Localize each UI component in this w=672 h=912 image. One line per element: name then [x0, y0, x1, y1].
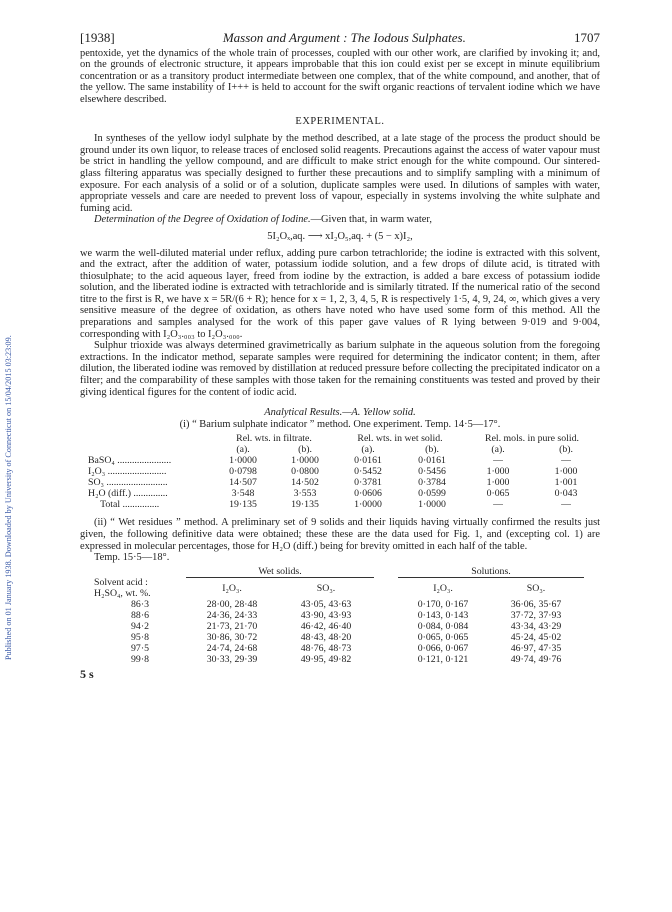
row-label: H₂O (diff.) ..............: [88, 488, 168, 500]
table-cell: 88·6: [131, 610, 149, 622]
table-cell: 49·95, 49·82: [300, 654, 352, 666]
table-cell: 97·5: [131, 643, 149, 655]
table-cell: 0·170, 0·167: [417, 599, 469, 611]
method-i-heading: (i) “ Barium sulphate indicator ” method. One experiment. Temp. 14·5—17°.: [179, 418, 501, 430]
header-year: [1938]: [80, 30, 115, 45]
table-cell: 21·73, 21·70: [206, 621, 258, 633]
publication-notice: Published on 01 January 1938. Downloaded by University of Connecticut on 15/04/2015 03:23:09.: [4, 335, 13, 660]
results-heading: Analytical Results.—A. Yellow solid.: [264, 407, 416, 419]
table-cell: —: [561, 455, 571, 467]
table-cell: 1·000: [554, 466, 578, 478]
table-cell: 14·507: [229, 477, 257, 489]
page-number: 1707: [573, 30, 600, 45]
table-row: [94, 621, 584, 632]
table1-sub-header-row: [88, 444, 600, 455]
solvent-unit-label: H₂SO₄, wt. %.: [94, 588, 151, 600]
table2-subheader: I₂O₃.: [433, 583, 453, 595]
table-cell: 0·143, 0·143: [417, 610, 469, 622]
signature-mark: 5 s: [80, 667, 94, 682]
row-label: BaSO₄ ......................: [88, 455, 172, 467]
table-cell: 19·135: [229, 499, 257, 511]
table-cell: 49·74, 49·76: [510, 654, 562, 666]
table-cell: 0·043: [554, 488, 578, 500]
paragraph-wet-residues: (ii) “ Wet residues ” method. A preliminary set of 9 solids and their liquids having virtually confirmed the results just given, the following definitive data were obtained; these these are the data used for Fig. 1, and (excepting col. 1) are expressed in molecular percentages, those for H₂O (diff.) being for brevity omitted in each half of the table.: [80, 517, 600, 552]
table-row: [88, 499, 600, 510]
table-cell: 45·24, 45·02: [510, 632, 562, 644]
table-cell: —: [493, 499, 503, 511]
temperature-note: Temp. 15·5—18°.: [94, 552, 170, 564]
table1-subheader: (a).: [361, 444, 375, 456]
table-cell: 14·502: [291, 477, 319, 489]
table-row: [94, 643, 584, 654]
table-cell: 3·548: [231, 488, 255, 500]
table-barium-indicator: [88, 433, 600, 510]
header-title: Masson and Argument : The Iodous Sulphates.: [222, 30, 466, 45]
table-cell: 46·97, 47·35: [510, 643, 562, 655]
row-label: I₂O₃ ........................: [88, 466, 167, 478]
table-cell: 36·06, 35·67: [510, 599, 562, 611]
table-cell: 46·42, 46·40: [300, 621, 352, 633]
table-cell: 30·33, 29·39: [206, 654, 258, 666]
table2-group-header-row: [94, 566, 584, 578]
table-cell: 0·121, 0·121: [417, 654, 469, 666]
determination-heading: Determination of the Degree of Oxidation of Iodine.: [94, 214, 311, 226]
table-cell: 1·0000: [354, 499, 382, 511]
determination-paragraph: [80, 214, 600, 226]
table-cell: 30·86, 30·72: [206, 632, 258, 644]
row-label: Total ...............: [88, 499, 160, 511]
table-cell: 43·05, 43·63: [300, 599, 352, 611]
table-cell: 3·553: [293, 488, 317, 500]
table-cell: 19·135: [291, 499, 319, 511]
table-cell: 99·8: [131, 654, 149, 666]
table-cell: 1·0000: [291, 455, 319, 467]
table-cell: —: [493, 455, 503, 467]
table1-group-filtrate: Rel. wts. in filtrate.: [236, 433, 312, 445]
running-header: [80, 32, 600, 44]
table-cell: —: [561, 499, 571, 511]
table1-group-wet-solid: Rel. wts. in wet solid.: [357, 433, 443, 445]
table-cell: 0·3784: [418, 477, 446, 489]
table-cell: 0·084, 0·084: [417, 621, 469, 633]
table-cell: 1·000: [486, 477, 510, 489]
paragraph-synthesis: In syntheses of the yellow iodyl sulphate by the method described, at a late stage of the process the product should be ground under its own liquor, to release traces of enclosed solid reagents. Precautions against the access of water vapour must be strict in handling the yellow compound, and are difficult to make strict enough for the white compound. Our sintered-glass filtering apparatus was specially designed to further these precautions and to simplify sampling with a minimum of exposure. For each analysis of a solid or of a solution, duplicate samples were used. In dilutions of samples with water, appropriate vessels and care are needed to prevent loss of vapour, especially in systems involving the white sulphate and fuming acid.: [80, 133, 600, 214]
table-row: [94, 654, 584, 665]
page: [80, 32, 600, 681]
table2-subheader: I₂O₃.: [222, 583, 242, 595]
oxidation-equation: 5I₂Oₓ,aq. ⟶ xI₂O₅,aq. + (5 − x)I₂,: [267, 230, 413, 242]
table2-sub-header-row: [94, 577, 584, 599]
download-sidebar: [2, 140, 18, 660]
table-cell: 0·065: [486, 488, 510, 500]
table1-subheader: (a).: [491, 444, 505, 456]
table-cell: 43·90, 43·93: [300, 610, 352, 622]
table2-subheader: SO₃.: [526, 583, 546, 595]
table-cell: 0·0599: [418, 488, 446, 500]
table-cell: 24·74, 24·68: [206, 643, 258, 655]
table-cell: 0·3781: [354, 477, 382, 489]
table-row: [94, 610, 584, 621]
table2-group-wet-solids: Wet solids.: [186, 566, 374, 578]
table-cell: 1·0000: [418, 499, 446, 511]
table1-subheader: (b).: [298, 444, 312, 456]
table2-subheader: SO₃.: [316, 583, 336, 595]
solvent-label: Solvent acid :: [94, 577, 148, 589]
table-cell: 0·065, 0·065: [417, 632, 469, 644]
table-cell: 0·0606: [354, 488, 382, 500]
determination-intro: —Given that, in warm water,: [310, 214, 432, 226]
intro-paragraph: pentoxide, yet the dynamics of the whole train of processes, coupled with our other work, are clarified by invoking it; and, on the grounds of electronic structure, it appears improbable that this ion could exist per se except in minute equilibrium concentration or as a transitory product intermediate between one complex, that of the white compound, and another, that of the yellow. The same instability of I+++ is held to account for the swift organic reactions of tervalent iodine which we have elsewhere described.: [80, 47, 600, 105]
table-cell: 0·0798: [229, 466, 257, 478]
table-cell: 1·0000: [229, 455, 257, 467]
table-cell: 86·3: [131, 599, 149, 611]
table-cell: 0·5456: [418, 466, 446, 478]
table1-group-header-row: [88, 433, 600, 444]
table1-subheader: (b).: [425, 444, 439, 456]
table1-group-pure-solid: Rel. mols. in pure solid.: [485, 433, 579, 445]
table-row: [88, 466, 600, 477]
table-cell: 1·001: [554, 477, 578, 489]
table-cell: 0·5452: [354, 466, 382, 478]
table-cell: 0·0161: [354, 455, 382, 467]
row-label: SO₃ .........................: [88, 477, 168, 489]
table-cell: 95·8: [131, 632, 149, 644]
table-cell: 37·72, 37·93: [510, 610, 562, 622]
table-cell: 0·066, 0·067: [417, 643, 469, 655]
table1-subheader: (a).: [236, 444, 250, 456]
table-cell: 24·36, 24·33: [206, 610, 258, 622]
table2-group-solutions: Solutions.: [398, 566, 584, 578]
paragraph-method: we warm the well-diluted material under reflux, adding pure carbon tetrachloride; the iodine is extracted with this solvent, and the extract, after the addition of water, potassium iodide solution, and a few drops of dilute acid, is titrated with thiosulphate; to the acid aqueous layer, freed from iodine by the extraction, is added a bare excess of potassium iodide solution, and the liberated iodine is extracted with tetrachloride and is similarly titrated. If the numerical ratio of the second titre to the first is R, we have x = 5R/(6 + R); hence for x = 1, 2, 3, 4, 5, R is respectively 1·5, 4, 9, 24, ∞, which gives a very sensitive measure of the degree of oxidation, as others have noted who have used some form of this method. All the preparations and samples analysed for the work of this paper gave values of R lying between 9·019 and 9·004, corresponding with I₂O₃.₀₀₃ to I₂O₃.₀₀₀.: [80, 247, 600, 340]
table-wet-residues: [94, 566, 584, 666]
paragraph-sulphur-trioxide: Sulphur trioxide was always determined gravimetrically as barium sulphate in the aqueous solution from the foregoing extractions. In the indicator method, separate samples were required for determining the indicator content; in them, after dilution, the liberated iodine was removed by distillation at reduced pressure before collecting the precipitated indicator on a filter; and the comparability of these samples with those taken for the remaining constituents was tested and proved by their giving identical figures for the content of iodic acid.: [80, 340, 600, 398]
table-cell: 28·00, 28·48: [206, 599, 258, 611]
table-row: [88, 488, 600, 499]
table-cell: 94·2: [131, 621, 149, 633]
table-cell: 0·0800: [291, 466, 319, 478]
table-row: [88, 477, 600, 488]
table-row: [88, 455, 600, 466]
table-row: [94, 599, 584, 610]
table1-subheader: (b).: [559, 444, 573, 456]
section-heading: EXPERIMENTAL.: [295, 115, 385, 127]
table-cell: 1·000: [486, 466, 510, 478]
table-cell: 48·76, 48·73: [300, 643, 352, 655]
table-cell: 0·0161: [418, 455, 446, 467]
table-cell: 48·43, 48·20: [300, 632, 352, 644]
table-cell: 43·34, 43·29: [510, 621, 562, 633]
table-row: [94, 632, 584, 643]
